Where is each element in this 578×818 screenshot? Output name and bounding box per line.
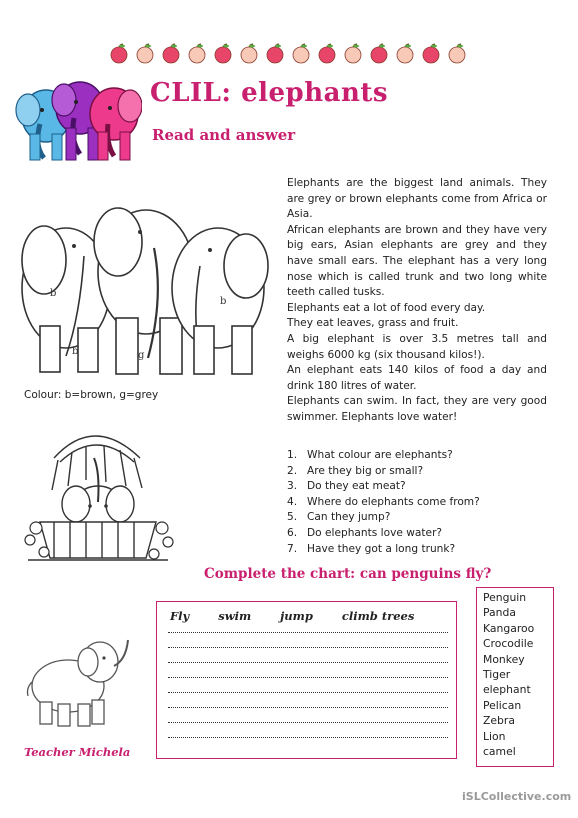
chart-header-jump: jump xyxy=(280,609,313,623)
chart-header-fly: Fly xyxy=(170,609,190,623)
question-item: Are they big or small? xyxy=(307,464,424,477)
animal-list xyxy=(483,590,534,759)
animal-item: Lion xyxy=(483,729,506,743)
reading-paragraph: African elephants are brown and they have very big ears, Asian elephants are grey and they have small ears. The elephant has a very long nose which is called trunk and two long white teeth called tusks. xyxy=(287,223,547,299)
watermark: iSLCollective.com xyxy=(462,790,572,803)
question-item: Have they got a long trunk? xyxy=(307,542,456,555)
apple-icon xyxy=(368,42,390,64)
reading-text xyxy=(287,176,547,426)
baby-elephant-drawing xyxy=(18,626,136,734)
animal-item: Crocodile xyxy=(483,637,534,651)
apple-icon xyxy=(212,42,234,64)
question-item: Where do elephants come from? xyxy=(307,495,480,508)
answer-line[interactable] xyxy=(168,693,448,708)
animal-item: Zebra xyxy=(483,714,515,728)
question-item: Do they eat meat? xyxy=(307,480,406,493)
coloring-label: b xyxy=(50,288,57,299)
animal-item: Pelican xyxy=(483,698,522,712)
answer-line[interactable] xyxy=(168,678,448,693)
question-item: Can they jump? xyxy=(307,511,391,524)
coloring-label: b xyxy=(220,296,227,307)
animal-item: Kangaroo xyxy=(483,621,535,635)
apple-border xyxy=(108,42,468,64)
apple-icon xyxy=(446,42,468,64)
apple-icon xyxy=(420,42,442,64)
question-item: What colour are elephants? xyxy=(307,449,453,461)
coloring-label: g xyxy=(138,350,145,361)
animal-item: Tiger xyxy=(483,668,511,682)
chart-answer-lines xyxy=(168,618,448,738)
apple-icon xyxy=(134,42,156,64)
question-item: Do elephants love water? xyxy=(307,526,443,539)
page-subtitle: Read and answer xyxy=(152,126,296,144)
page-title: CLIL: elephants xyxy=(150,78,389,108)
reading-paragraph: An elephant eats 140 kilos of food a day and drink 180 litres of water. xyxy=(287,364,547,392)
answer-line[interactable] xyxy=(168,723,448,738)
apple-icon xyxy=(290,42,312,64)
answer-line[interactable] xyxy=(168,663,448,678)
apple-icon xyxy=(394,42,416,64)
reading-paragraph: Elephants can swim. In fact, they are very good swimmer. Elephants love water! xyxy=(287,395,547,423)
chart-header-swim: swim xyxy=(218,609,252,623)
elephant-family-coloring xyxy=(14,176,276,386)
apple-icon xyxy=(186,42,208,64)
elephant-bath-drawing xyxy=(14,418,182,570)
animal-item: Panda xyxy=(483,606,516,620)
apple-icon xyxy=(316,42,338,64)
chart-heading: Complete the chart: can penguins fly? xyxy=(204,566,492,582)
animal-item: Monkey xyxy=(483,652,525,666)
apple-icon xyxy=(108,42,130,64)
answer-line[interactable] xyxy=(168,633,448,648)
reading-paragraph: They eat leaves, grass and fruit. xyxy=(287,317,459,330)
reading-paragraph: Elephants are the biggest land animals. They are grey or brown elephants come from Africa or Asia. xyxy=(287,177,547,221)
colour-legend: Colour: b=brown, g=grey xyxy=(24,389,159,401)
teacher-signature: Teacher Michela xyxy=(24,745,131,759)
answer-line[interactable] xyxy=(168,648,448,663)
apple-icon xyxy=(238,42,260,64)
coloring-label: b xyxy=(72,346,79,357)
apple-icon xyxy=(160,42,182,64)
answer-line[interactable] xyxy=(168,708,448,723)
elephant-trio-illustration xyxy=(12,64,142,168)
reading-paragraph: A big elephant is over 3.5 metres tall and weighs 6000 kg (six thousand kilos!). xyxy=(287,332,547,361)
chart-header-climb-trees: climb trees xyxy=(341,609,415,623)
apple-icon xyxy=(342,42,364,64)
answer-line[interactable] xyxy=(168,618,448,633)
question-list xyxy=(287,448,480,557)
animal-item: camel xyxy=(483,745,516,759)
reading-paragraph: Elephants eat a lot of food every day. xyxy=(287,301,486,314)
animal-item: Penguin xyxy=(483,591,527,604)
apple-icon xyxy=(264,42,286,64)
animal-item: elephant xyxy=(483,683,531,697)
